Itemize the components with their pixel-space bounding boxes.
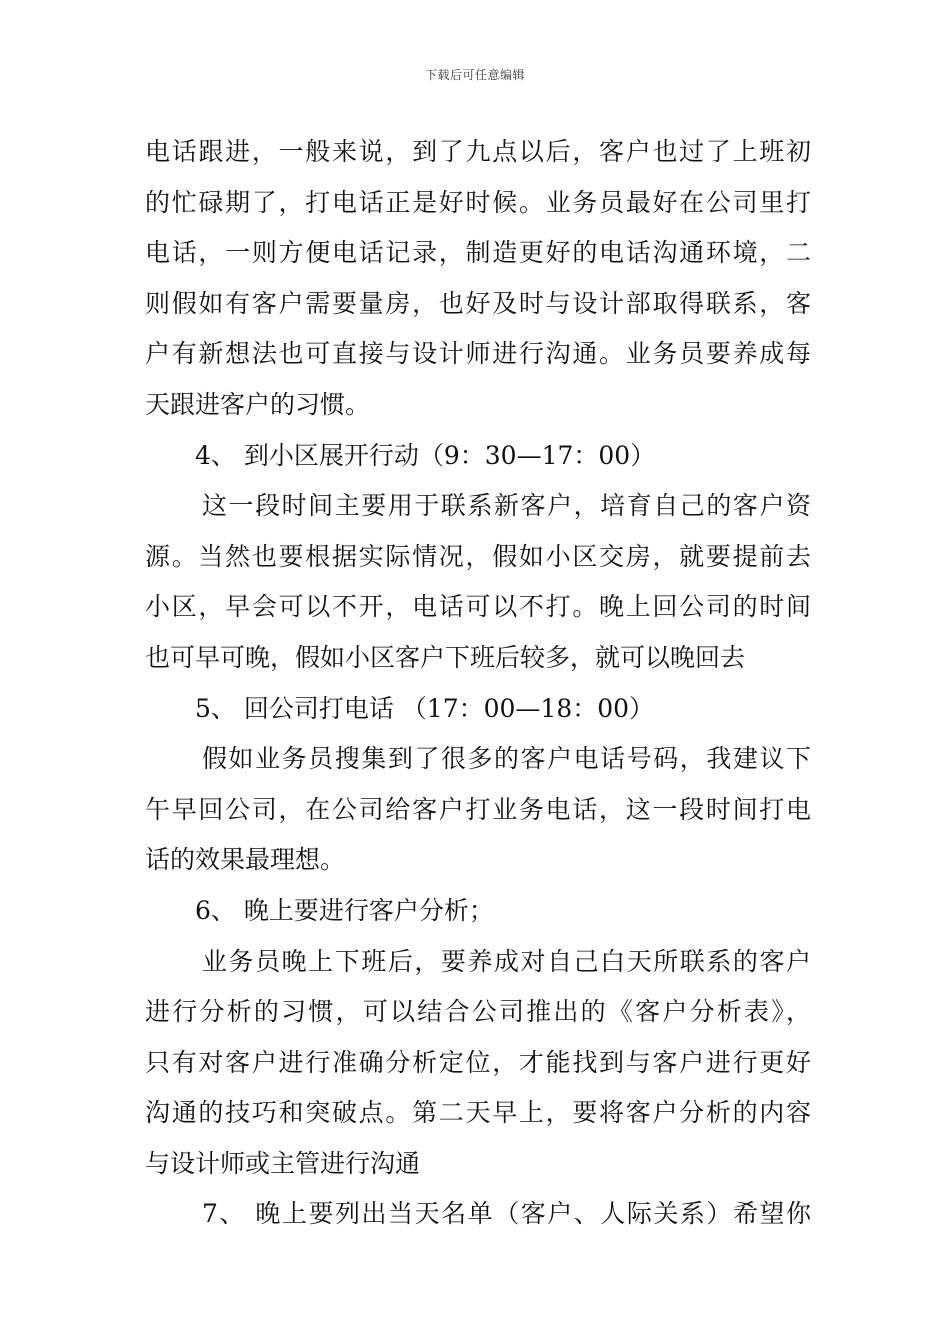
- text-line: 源。当然也要根据实际情况，假如小区交房，就要提前去: [145, 541, 811, 571]
- text-line: 只有对客户进行准确分析定位，才能找到与客户进行更好: [145, 1047, 811, 1077]
- text-line: 电话跟进，一般来说，到了九点以后，客户也过了上班初: [145, 137, 811, 166]
- page-header-note: 下载后可任意编辑: [424, 68, 525, 82]
- section-heading: 6、 晚上要进行客户分析；: [195, 895, 494, 925]
- text-line: 则假如有客户需要量房，也好及时与设计部取得联系，客: [145, 288, 811, 318]
- text-line: 户有新想法也可直接与设计师进行沟通。业务员要养成每: [145, 339, 811, 369]
- text-line: 的忙碌期了，打电话正是好时候。业务员最好在公司里打: [145, 187, 811, 217]
- text-line: 进行分析的习惯，可以结合公司推出的《客户分析表》，: [145, 997, 811, 1027]
- text-line: 与设计师或主管进行沟通: [145, 1148, 421, 1178]
- text-line: 这一段时间主要用于联系新客户，培育自己的客户资: [202, 491, 811, 521]
- text-line: 午早回公司，在公司给客户打业务电话，这一段时间打电: [145, 794, 811, 824]
- text-line: 电话，一则方便电话记录，制造更好的电话沟通环境，二: [145, 238, 811, 268]
- section-heading: 4、 到小区展开行动（9：30—17：00）: [195, 440, 656, 470]
- text-line: 天跟进客户的习惯。: [145, 389, 371, 419]
- text-line: 业务员晚上下班后，要养成对自己白天所联系的客户: [202, 946, 811, 976]
- text-line: 也可早可晚，假如小区客户下班后较多，就可以晚回去: [145, 642, 746, 672]
- document-body: [145, 127, 811, 1240]
- text-line: 话的效果最理想。: [145, 845, 346, 875]
- text-line: 假如业务员搜集到了很多的客户电话号码，我建议下: [202, 744, 811, 774]
- section-heading: 7、 晚上要列出当天名单（客户、人际关系）希望你: [202, 1199, 811, 1229]
- text-line: 沟通的技巧和突破点。第二天早上，要将客户分析的内容: [145, 1098, 811, 1128]
- text-line: 小区，早会可以不开，电话可以不打。晚上回公司的时间: [145, 592, 811, 622]
- section-heading: 5、 回公司打电话 （17：00—18：00）: [195, 693, 655, 723]
